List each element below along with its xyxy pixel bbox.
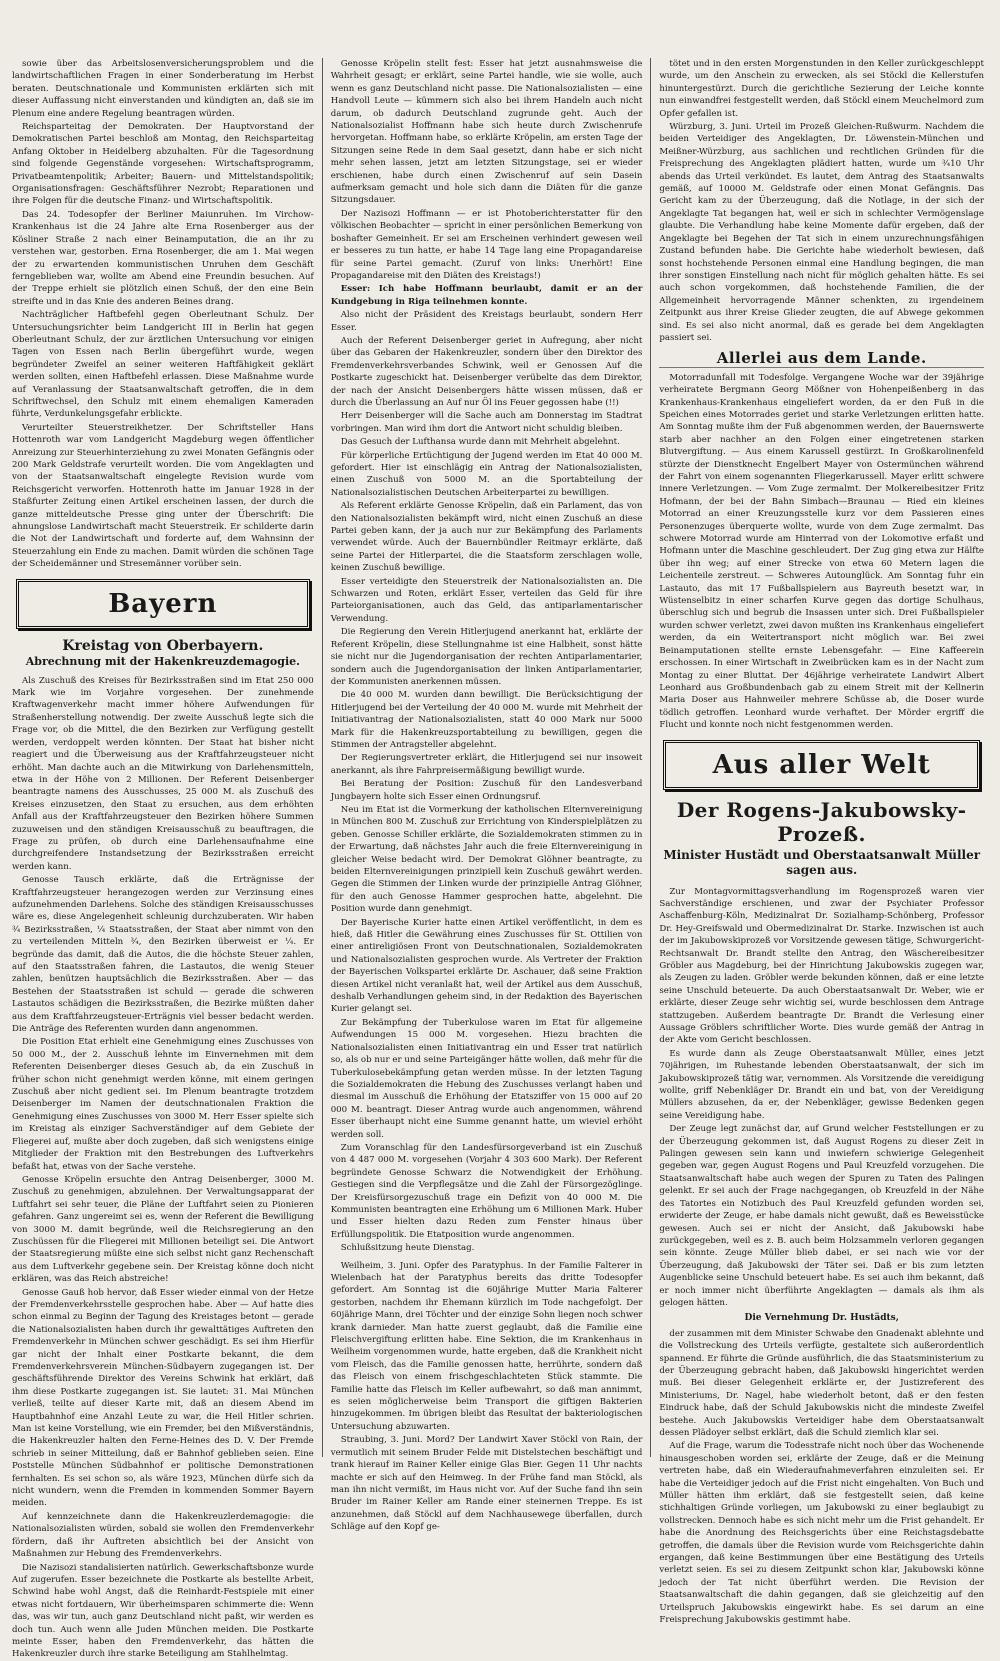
article-subtitle: Minister Hustädt und Oberstaatsanwalt Müller sagen aus.: [663, 847, 981, 877]
column-left: [4, 58, 323, 1660]
section-heading-bayern: Bayern: [16, 579, 310, 629]
article-paragraph: Der Zeuge legt zunächst dar, auf Grund welcher Feststellungen er zu der Überzeugung gekommen ist, daß August Rogens zu dieser Zeit in Palingen gewesen sein kann und inwiefern schwierige Gelegenheit gegeben war, gegen August Rogens und Paul Kreuzfeld vorzugehen. Die Staatsanwaltschaft habe auch wegen der Spuren zu Taten des Palingen gelenkt. Er sei auch der Frage nachgegangen, ob Kreuzfeld in der Nähe des Tatortes ein Notizbuch des Paul Kreuzfeld gefunden worden sei, erwiderte der Zeuge, er habe damals nicht gewußt, daß es Beweisstücke gewesen. Auch sei er nicht der Ansicht, daß Jakubowski habe zurückgegeben, weil es z. B. auch beim Holzsammeln verloren gegangen sein könnte. Zeuge Müller blieb dabei, er sei nach wie vor der Überzeugung, daß Jakubowski der Täter sei. Daß er bis zum letzten Augenblicke seine Unschuld beteuert habe. Es sei auch ihm bekannt, daß er noch immer nicht überführte Angeklagten — damals als ihm als gelogen hätten.: [659, 1124, 984, 1308]
section-heading-aus-aller-welt: Aus aller Welt: [663, 740, 980, 790]
article-paragraph: Weilheim, 3. Juni. Opfer des Paratyphus. In der Familie Falterer in Wielenbach hat der Paratyphus bereits das dritte Todesopfer gefordert. Am Sonntag ist die 60jährige Mutter Maria Falterer gestorben, nachdem ihr Ehemann kürzlich im Tode nachgefolgt. Der 60jährige Mann, drei Töchter und der einzige Sohn liegen noch schwer krank darnieder. Man hatte zuerst geglaubt, daß die Familie eine Fleischvergiftung erlitten habe. Eine Sektion, die im Krankenhaus in Weilheim vorgenommen wurde, hatte ergeben, daß die Krankheit nicht vom Fleisch, das die Familie genossen hatte, herrührte, sondern daß das Fleisch von einem frischgeschlachteten Stück stammte. Die Familie hatte das Fleisch im Keller aufbewahrt, so daß man annimmt, es seien möglicherweise beim Transport die giftigen Bakterien hinzugekommen. Im übrigen bleibt das Resultat der bakteriologischen Untersuchung abzuwarten.: [330, 1260, 643, 1432]
article-paragraph: Auf kennzeichnete dann die Hakenkreuzlerdemagogie: die Nationalsozialisten würden, sobald sie wollen den Fremdenverkehr fördern, daß ihr Auftreten absichtlich bei der Ansicht von Maßnahmen zur Hebung des Fremdenverkehrs.: [12, 1511, 314, 1560]
article-paragraph: Genosse Kröpelin ersuchte den Antrag Deisenberger, 3000 M. Zuschuß zu genehmigen, abzulehnen. Der Verwaltungsapparat der Luftfahrt sei sehr teuer, die Pläne der Luftfahrt seien zu Pionieren gefahren. Ganz ungereimt sei es, wenn der Referent die Bewilligung von 3000 M. damit begründe, weil die Reichsregierung an den Zuschüssen für die Fliegerei mit Millionen beteiligt sei. Die Antwort der Staatsregierung müßte eine sich selbst nicht ganz Rechenschaft aus dem Luftverkehr gegebene sein. Der Kreistag könne doch nicht erklären, was das Reich abstreiche!: [12, 1174, 314, 1285]
column-middle: [323, 58, 652, 1533]
article-paragraph: Die Nazisozi standalisierten natürlich. Gewerkschaftsbonze wurde Auf zugerufen. Esser bezeichnete die Postkarte als bestellte Arbeit, Schwind habe wohl Angst, daß die Reinhardt-Festspiele mit einer etwas nicht fortdauern, Wir überheimsparen schimmerte die: Wenn das, was wir tun, auch ganz Deutschland nicht paßt, wir werden es doch tun. Auch wenn alle Juden München meiden. Die Postkarte meinte Esser, haben den Fremdenverkehr, das hätten die Hakenkreuzler durch ihre starke Beteiligung am Stahlhelmtag.: [12, 1562, 314, 1660]
article-paragraph: Zur Montagvormittagsverhandlung im Rogensprozeß waren vier Sachverständige erschienen, und zwar der Psychiater Professor Aschaffenburg-Köln, Medizinalrat Dr. Sozialhamp-Schönberg, Professor Dr. Hey-Greifswald und Obermedizinalrat Dr. Starke. Inzwischen ist auch der im Jakubowskiprozeß vor Vorsitzende gewesen tätige, Schwurgericht-Rechtsanwalt Dr. Brandt stellte den Antrag, den Wäschereibesitzer Gröbler aus Magdeburg, bei der Hinrichtung Jakubowskis zugegen war, als Zeugen zu laden. Gröbler werde bekunden können, daß er eine letzte seine Unschuld beteuerte. Da auch Oberstaatsanwalt Dr. Weber, wie er erklärte, dieser Zeuge sehr wichtig sei, wurde beschlossen dem Antrage stattzugeben. Außerdem beantragte Dr. Brandt die Verlesung einer Aussage Gröblers schriftlicher Worte. Dies wurde gemäß der Antrag in der Akte vom Gericht beschlossen.: [659, 886, 984, 1046]
columns: [4, 58, 992, 1660]
article-paragraph: Es wurde dann als Zeuge Oberstaatsanwalt Müller, eines jetzt 70jährigen, im Ruhestande lebenden Oberstaatsanwalt, der sich im Jakubowskiprozeß tätig war, vernommen. Als Vorsitzende die vereidigung wollte, griff Nebenkläger Dr. Brandt ein und bat, von der Vereidigung Müllers abzusehen, da er, der Nebenkläger, gewisse Bedenken gegen seine Vereidigung habe.: [659, 1048, 984, 1121]
article-title: Kreistag von Oberbayern.: [62, 637, 264, 654]
article-paragraph: Das Gesuch der Lufthansa wurde dann mit Mehrheit abgelehnt.: [340, 437, 620, 448]
article-paragraph: Esser verteidigte den Steuerstreik der Nationalsozialisten an. Die Schwarzen und Roten, erklärt Esser, verteilen das Geld für ihre Parteiorganisationen, auch das Geld, das antiparlamentarischer Verwendung.: [330, 576, 643, 624]
section-heading-allerlei: Allerlei aus dem Lande.: [659, 352, 984, 367]
article-paragraph: Die Regierung den Verein Hitlerjugend anerkannt hat, erklärte der Referent Kröpelin, diese Stellungnahme ist eine Halbheit, sonst hätte sie nicht nur die Jugendorganisation der rechten Antiparlamentarier, sondern auch die Jugendorganisation der linken Antiparlamentarier, der Kommunisten anerkennen müssen.: [330, 627, 643, 687]
article-paragraph: Nachträglicher Haftbefehl gegen Oberleutnant Schulz. Der Untersuchungsrichter beim Landgericht III in Berlin hat gegen Oberleutnant Schulz, der zur ärztlichen Untersuchung vor einigen Tagen von Essen nach Berlin übergeführt wurde, wegen begründeter Zweifel an seiner weiteren Haftfähigkeit geklärt werden sollten, einen Haftbefehl erlassen. Diese Maßnahme wurde auf Veranlassung der Staatsanwaltschaft getroffen, die in dem Schriftwechsel, den Schulz mit einem ehemaligen Kameraden führte, Verdunkelungsgefahr erblickte.: [12, 310, 314, 420]
article-paragraph: Esser: Ich habe Hoffmann beurlaubt, damit er an der Kundgebung in Riga teilnehmen konnte.: [330, 284, 643, 307]
article-paragraph: Würzburg, 3. Juni. Urteil im Prozeß Gleichen-Rußwurm. Nachdem die beiden Verteidiger des Angeklagten, Dr. Löwenstein-München und Meißner-Würzburg, aus sachlichen und rechtlichen Gründen für die Freisprechung des Angeklagten plädiert hatten, wurde um ¾10 Uhr abends das Urteil verkündet. Es lautet, dem Antrag des Staatsanwalts gemäß, auf 10000 M. Geldstrafe oder einen Monat Gefängnis. Das Gericht kam zu der Überzeugung, daß die Notlage, in der sich der Angeklagte Tat begangen hat, weil er sich in schlechter Vermögenslage glaubte. Die Verhandlung habe keine Momente dafür ergeben, daß der Angeklagte bei Begehen der Tat sich in einem unzurechnungsfähigen Zustand befunden habe. Die Gerichte habe wiederholt bewiesen, daß sonst hochstehende Personen einmal eine Handlung begingen, die man ihrer sonstigen Einstellung nach nicht für möglich gehalten hätte. Es sei auch schon vorgekommen, daß hochstehende Familien, die der Allgemeinheit hervorragende Männer schenkten, zu irgendeinem Zeitpunkt aus ihrer Kreise Glieder zeugten, die auf Abwege gekommen sind. Es sei also nicht anormal, daß es gerade bei dem Angeklagten passiert sei.: [659, 122, 984, 343]
article-paragraph: Straubing, 3. Juni. Mord? Der Landwirt Xaver Stöckl von Rain, der vermutlich mit seinem Bruder Felde mit Distelstechen beschäftigt und trank hierauf im Rainer Keller einige Glas Bier. Gegen 11 Uhr nachts machte er sich auf den Heimweg. In der Frühe fand man Stöckl, als man ihn nicht vermißt, im Haus nicht vor. Auf der Suche fand ihn sein Bruder im Rainer Keller am Rande einer steinernen Treppe. Es ist anzunehmen, daß Stöckl auf dem Nachhausewege überfallen, durch Schläge auf den Kopf ge-: [330, 1435, 643, 1533]
article-paragraph: Als Zuschuß des Kreises für Bezirksstraßen sind im Etat 250 000 Mark wie im Vorjahre vorgesehen. Der zunehmende Kraftwagenverkehr macht immer höhere Aufwendungen für Straßenherstellung notwendig. Der zweite Ausschuß legte sich die Frage vor, ob die Mittel, die den Bezirken zur Verfügung gestellt werden, verdoppelt werden könnten. Der Staat hat bisher nicht reagiert und die Überweisung aus der Kraftfahrzeugsteuer nicht erhöht. Man dachte auch an die Mitwirkung von Darlehensmitteln, etwa in der Höhe von 2 Millionen. Der Referent Deisenberger beantragte namens des Ausschusses, 25 000 M. als Zuschuß des Kreises einzusetzen, den Staat zu ersuchen, aus dem erhöhten Anfall aus der Kraftfahrzeugsteuer den Bezirken höhere Summen zuzuweisen und den ständigen Kreisausschuß zu beauftragen, die Frage zu prüfen, ob durch eine Darlehensaufnahme eine durchgreifendere Instandsetzung der Bezirksstraßen erreicht werden kann.: [12, 675, 314, 872]
article-paragraph: sowie über das Arbeitslosenversicherungsproblem und die landwirtschaftlichen Fragen in einer Sonderberatung im Herbst beraten. Deutschnationale und Kommunisten erklärten sich mit dieser Auffassung nicht einverstanden und kündigten an, daß sie im Plenum eine andere Regelung beantragen würden.: [12, 59, 314, 119]
article-paragraph: Also nicht der Präsident des Kreistags beurlaubt, sondern Herr Esser.: [330, 310, 643, 333]
article-paragraph: Genosse Gauß hob hervor, daß Esser wieder einmal von der Hetze der Fremdenverkehrsstelle gesprochen habe. Aber — Auf hatte dies schon einmal zu Beginn der Tagung des Kreistages betont — gerade die Nationalsozialisten haben durch ihr gewalttätiges Auftreten den Fremdenverkehr in München schwer geschädigt. Es sei ihm Hierfür gar nicht der Inhalt einer Postkarte bekannt, die dem Fremdenverkehrsverein München-Südbayern zugegangen ist. Der geschäftsführende Direktor des Vereins Schwink hat erklärt, daß ihm diese Postkarte zugegangen ist. Sie lautet: 31. Mai München verließ, teilte auf dieser Karte mit, daß an diesem Abend im Hauptbahnhof eine Anzahl Leute zu war, die Heil Hitler schrien. Man ist keine Vorstellung, wie ein Fremder, bei den Mißverständnis, die Hakenkreuzler halten den Ferne-Heines des D. V. Der Fremde schrieb in seiner Mitteilung, daß er Bahnhof geblieben seien. Eine Poststelle München Südbahnhof er politische Demonstrationen fernhalten. Es sei schon so, als wäre 1923, München dürfe sich da nicht wundern, wenn die Fremden in kommenden Sommer Bayern meiden.: [12, 1287, 314, 1509]
article-paragraph: Zur Bekämpfung der Tuberkulose waren im Etat für allgemeine Aufwendungen 15 000 M. vorgesehen. Hiezu brachten die Nationalsozialisten einen Initiativantrag ein und Esser trat natürlich so, als ob nur er und seine Parteigänger hätte wollen, daß mehr für die Tuberkulosebekämpfung getan werden müsse. In der letzten Tagung die Sozialdemokraten die Hebung des Zuschusses verlangt haben und diesmal im Ausschuß die Erhöhung der Etatsziffer von 15 000 auf 20 000 M. beantragt. Dieser Antrag wurde auch angenommen, während Esser überhaupt nicht eine Summe genannt hatte, um wieviel erhöht werden soll.: [330, 1017, 643, 1140]
article-paragraph: Als Referent erklärte Genosse Kröpelin, daß ein Parlament, das von den Nationalsozialisten bekämpft wird, nicht einen Zuschuß an diese Partei geben kann, der ja auch nur zur Bekämpfung des Parlaments verwendet würde. Auch der Bauernbündler Reitmayr erklärte, daß seine Partei der Hitlerpartei, die die Staatsform zerschlagen wolle, keinen Zuschuß bewillige.: [330, 501, 643, 574]
article-paragraph: Das 24. Todesopfer der Berliner Maiunruhen. Im Virchow-Krankenhaus ist die 24 Jahre alte Erna Rosenberger aus der Kösliner Straße 2 nach einer Beinamputation, die an ihr zu verstehen war, gestorben. Erna Rosenberger, die am 1. Mai wegen der zu erwartenden kommunistischen Unruhen dem Geschäft ferngeblieben war, wollte am Abend eine Freundin besuchen. Auf der Treppe erhielt sie plötzlich einen Schuß, der den eine Bein streifte und in das Knie des anderen Beines drang.: [12, 209, 314, 307]
article-paragraph: Für körperliche Ertüchtigung der Jugend werden im Etat 40 000 M. gefordert. Hier ist einschlägig ein Antrag der Nationalsozialisten, einen Zuschuß von 5000 M. an die Sportabteilung der Nationalsozialistischen Deutschen Arbeiterpartei zu bewilligen.: [330, 450, 643, 498]
article-paragraph: Zum Voranschlag für den Landesfürsorgeverband ist ein Zuschuß von 4 487 000 M. vorgesehen (Vorjahr 4 303 600 Mark). Der Referent begründete Genosse Schwarz die Notwendigkeit der Erhöhung. Gestiegen sind die Verpflegsätze und die Zahl der Fürsorgezöglinge. Der Kreisfürsorgezuschuß trage ein Defizit von 40 000 M. Die Kommunisten beantragten eine Erhöhung um 6 Millionen Mark. Huber und Esser hielten dazu Reden zum Fenster hinaus über Erfüllungspolitik. Die Etatposition wurde angenommen.: [330, 1142, 643, 1240]
article-title: Der Rogens-Jakubowsky-Prozeß.: [676, 797, 967, 846]
column-right: [651, 58, 992, 1626]
article-paragraph: Reichsparteitag der Demokraten. Der Hauptvorstand der Demokratischen Partei beschloß am Montag, den Reichsparteitag Anfang Oktober in Heidelberg abzuhalten. Für die Tagesordnung sind folgende Gegenstände vorgesehen: Wirtschaftsprogramm, Privatbeamtenpolitik; Arbeiter; Bauern- und Mittelstandspolitik; Organisationsfragen: Geschäftsführer Nezrobt; Reparationen und ihre Folgen für die deutsche Finanz- und Wirtschaftspolitik.: [12, 122, 314, 207]
article-paragraph: Motorradunfall mit Todesfolge. Vergangene Woche war der 39jährige verheiratete Bergmann Georg Mößner von Hohenpeißenberg in das Krankenhaus-Krankenhaus eingeliefert worden, da er den Fuß in die Speichen eines Motorrades geriet und starke Verletzungen erlitten hatte. Am Sonntag mußte ihm der Fuß abgenommen werden, der Bauernswerte starb aber nachher an den Folgen einer eingetretenen starken Blutvergiftung. — Aus einem Karussell gestürzt. In Großkarolinenfeld stürzte der Dienstknecht Engelbert Mayer von Ostermünchen während der Fahrt von einem sogenannten Fliegerkarussell. Mayer erlitt schwere innere Verletzungen. — Vom Zuge zermalmt. Der Molkereibesitzer Fritz Hofmann, der bei der Bahn Simbach—Braunau — Ried ein kleines Motorrad an einer Kreuzungsstelle kurz vor dem Passieren eines Personenzuges überquerte wollte, wurde von dem Zuge zermalmt. Das schwere Motorrad wurde am Hinterrad von der Lokomotive erfaßt und Hofmann unter die Maschine geschleudert. Der Zug ging etwa zur Hälfte über ihn weg; auf einer Strecke von etwa 60 Metern lagen die Leichenteile zerstreut. — Schweres Autounglück. Am Sonntag fuhr ein Lastauto, das mit 17 Fußballspielern aus Bayreuth besetzt war, in Wüstenselbitz in einer scharfen Kurve gegen das dortige Schulhaus, überschlug sich und begrub die Insassen unter sich. Drei Fußballspieler wurden schwer verletzt, zwei davon mußten ins Krankenhaus eingeliefert werden, da ein Weitertransport nicht möglich war. Bei zwei Beinamputationen stellte ernste Lebensgefahr. — Eine Kaffeerein erschossen. In einer Wirtschaft in Zweibrücken kam es in der Nacht zum Montag zu einer Bluttat. Der 46jährige verheiratete Landwirt Albert Leonhard aus Großbundenbach gab zu einem Streit mit der Kellnerin Maria Doser aus Hahnweiler mehrere Schüsse ab, die Doser wurde tödlich getroffen. Leonhard wurde verhaftet. Der Mörder ergriff die Flucht und konnte noch nicht festgenommen werden.: [659, 372, 984, 731]
article-paragraph: Auch der Referent Deisenberger geriet in Aufregung, aber nicht über das Gebaren der Hakenkreuzler, sondern über den Direktor des Fremdenverkehrsverbandes Schwink, weil er Genossen Auf die Postkarte zugeschickt hat. Deisenberger verübelte das dem Direktor, der nach der Ansicht Deisenbergers hätte wissen müssen, daß er durch die Überlassung an Auf nur Öl ins Feuer gegossen habe (!!): [330, 335, 643, 408]
article-paragraph: Genosse Tausch erklärte, daß die Erträgnisse der Kraftfahrzeugsteuer herangezogen werden zur Verzinsung eines aufzunehmenden Darlehens. Solche des ständigen Kreisausschusses wäre es, diese Angelegenheit schleunig durchzuberaten. Wir haben ¾ Bezirksstraßen, ¼ Staatsstraßen, der Staat aber nimmt von den zu verteilenden Mitteln ¾, den Bezirken überweist er ¼. Er begründe das damit, daß die Autos, die die höchste Steuer zahlen, auf den Staatsstraßen fahren, die Lastautos, die wenig Steuer zahlen, benützen hauptsächlich die Bezirksstraßen. Aber — das Bestehen der Staatsstraßen ist schuld — gerade die schweren Lastautos schädigen die Bezirksstraßen, die Bezirke müßten daher aus dem Kraftfahrzeugsteuer-Erträgnis viel besser bedacht werden. Die Anträge des Referenten wurden dann angenommen.: [12, 875, 314, 1035]
article-subtitle: Abrechnung mit der Hakenkreuzdemagogie.: [25, 654, 300, 668]
article-paragraph: Schlußsitzung heute Dienstag.: [340, 1243, 475, 1254]
article-paragraph: Auf die Frage, warum die Todesstrafe nicht noch über das Wochenende hinausgeschoben worden sei, erklärte der Zeuge, daß er die Meinung vertreten habe, daß ein Wiederaufnahmeverfahren einzuleiten sei. Er habe die Verteidiger jedoch auf die Frist nicht eingehalten. Von Buch und Müller hätten ihm erklärt, daß sie festgestellt seien, daß keine stichhaltigen Gründe vorliegen, um Jakubowski zu einer beglaubigt zu vollstrecken. Dennoch habe es sich nicht mehr um die Frist gehandelt. Er habe die Anordnung des Reichsgerichts über eine Reichstagsdebatte getroffen, die damals über die Revision wurde vom Reichsgerichte dahin ergangen, daß keine Bestimmungen über eine Bestätigung des Urteils verletzt seien. Es sei zu diesem Zeitpunkt schon klar, Jakubowski könne jedoch der Tat nicht überführt werden. Die Revision der Staatsanwaltschaft die dahin gegangen, daß sie gleichzeitig auf den Urteilspruch Jakubowskis eingewirkt habe. Es sei darum an eine Freisprechung Jakubowskis gestimmt habe.: [659, 1441, 984, 1626]
article-paragraph: der zusammen mit dem Minister Schwabe den Gnadenakt ablehnte und die Vollstreckung des Urteils verfügte, gestaltete sich außerordentlich spannend. Er führte die Gründe ausführlich, die das Staatsministerium zu der Überzeugung gebracht haben, daß Jakubowski hingerichtet werden muß. Bei dieser Gelegenheit erklärte er, der Justizreferent des Ministeriums, Dr. Nagel, habe wiederholt betont, daß er den festen Eindruck habe, daß der Schuld Jakubowskis nicht die mindeste Zweifel bestehe. Auch Jakubowskis Verteidiger habe dem Oberstaatsanwalt dessen Plädoyer selbst erklärt, daß die Schuld ziemlich klar sei.: [659, 1328, 984, 1438]
article-paragraph: tötet und in den ersten Morgenstunden in den Keller zurückgeschleppt wurde, um den Anschein zu erwecken, als sei Stöckl die Kellerstufen hinuntergestürzt. Durch die gerichtliche Sezierung der Leiche konnte nun einwandfrei festgestellt werden, daß Stöckl einem Meuchelmord zum Opfer gefallen ist.: [659, 59, 984, 119]
article-paragraph: Die Position Etat erhielt eine Genehmigung eines Zuschusses von 50 000 M., der 2. Ausschuß lehnte im Einvernehmen mit dem Referenten Deisenberger dieses Gesuch ab, da ein Zuschuß in früher schon nicht genehmigt werden könne, mit einem geringen Zuschuß aber nicht gedient sei. Im Plenum beantragte trotzdem Deisenberger im Namen der deutschnationalen Fraktion die Genehmigung eines Zuschusses von 3000 M. Herr Esser spielte sich im Kreistag als einziger Sachverständiger auf dem Gebiete der Fliegerei auf, mußte aber doch zugeben, daß sich wenigstens einige Mitglieder der Fraktion mit den Bestrebungen des Luftverkehrs befaßt hat, etwas von der Sache verstehe.: [12, 1037, 314, 1172]
article-paragraph: Der Nazisozi Hoffmann — er ist Photoberichterstatter für den völkischen Beobachter — spricht in einer persönlichen Bemerkung von boshafter Gemeinheit. Er sei am Erscheinen verhindert gewesen weil er besseres zu tun hatte, er habe 14 Tage lang eine Propagandareise für seine Partei gemacht. (Zuruf von links: Unerhört! Eine Propagandareise mit den Diäten des Kreistags!): [330, 208, 643, 281]
article-paragraph: Der Regierungsvertreter erklärt, die Hitlerjugend sei nur insoweit anerkannt, als ihre Fahrpreisermäßigung bewilligt wurde.: [330, 753, 643, 776]
article-paragraph: Neu im Etat ist die Vormerkung der katholischen Elternvereinigung in München 800 M. Zuschuß zur Errichtung von Kinderspielplätzen zu geben. Genosse Schiller erklärte, die Sozialdemokraten stimmen zu in der Erwartung, daß nächstes Jahr auch die freie Elternvereinigung in gleicher Weise bedacht wird. Der Demokrat Glöhner beantragte, zu beiden Elternvereinigungen prinzipiell kein Zuschuß gewährt werden. Gegen die Stimmen der Linken wurde der prinzipielle Antrag Glöhner, für den auch Genosse Hammer gesprochen hatte, abgelehnt. Die Position wurde dann genehmigt.: [330, 804, 643, 915]
article-paragraph: Genosse Kröpelin stellt fest: Esser hat jetzt ausnahmsweise die Wahrheit gesagt; er erklärt, seine Partei handle, wie sie wolle, auch wenn es ganz Deutschland nicht passe. Die Nationalsozialisten — eine Handvoll Leute — kümmern sich also bei ihrem Handeln auch nicht darum, ob dadurch Deutschland zugrunde geht. Auch der Nationalsozialist Hoffmann habe sich heute durch Zwischenrufe hervorgetan. Hoffmann habe, so erklärte Kröpelin, am ersten Tage der Sitzungen seine Rede in dem Saal gesetzt, dann habe er sich nicht mehr sehen lassen, jetzt am letzten Sitzungstage, sei er wieder erschienen, habe durch einen Zwischenruf auf sein Dasein aufmerksam gemacht und hole sich dann die Diäten für die ganze Sitzungsdauer.: [330, 59, 643, 206]
article-paragraph: Bei Beratung der Position: Zuschuß für den Landesverband Jungbayern holte sich Esser einen Ordnungsruf.: [330, 779, 643, 802]
article-paragraph: Verurteilter Steuerstreikhetzer. Der Schriftsteller Hans Hottenroth war vom Landgericht Magdeburg wegen öffentlicher Anreizung zur Steuerhinterziehung zu zwei Monaten Gefängnis oder 200 Mark Geldstrafe verurteilt worden. Die vom Angeklagten und von der Staatsanwaltschaft eingelegte Revision wurde vom Reichsgericht verworfen. Hottenroth hatte im Januar 1928 in der Staßfurter Zeitung einen Artikel erscheinen lassen, der durch die ganze mitteldeutsche Presse ging unter der Überschrift: Die ahnungslose Landwirtschaft macht Steuerstreik. Er schilderte darin die Not der Landwirtschaft und forderte auf, dem Wahnsinn der Steuerzahlung ein Ende zu machen. Damit würden die schönen Tage der Scheidemänner und Stresemänner vorüber sein.: [12, 422, 314, 570]
article-paragraph: Die 40 000 M. wurden dann bewilligt. Die Berücksichtigung der Hitlerjugend bei der Verteilung der 40 000 M. wurde mit Mehrheit der Initiativantrag der Nationalsozialisten, statt 40 000 Mark nur 5000 Mark für die Hakenkreuzsportabteilung zu bewilligen, gegen die Stimmen der Antragsteller abgelehnt.: [330, 690, 643, 750]
article-paragraph: Der Bayerische Kurier hatte einen Artikel veröffentlicht, in dem es hieß, daß Hitler die Gewährung eines Zuschusses für St. Ottilien von einer antireligiösen Front von Deutschnationalen, Sozialdemokraten und Nationalsozialisten gesprochen wurde. Als Vertreter der Fraktion der Bayerischen Volkspartei erklärte Dr. Aschauer, daß seine Fraktion diesen Artikel nicht veranlaßt hat, weil der Artikel aus dem Ausschuß, deshalb Verhandlungen geheim sind, in der Redaktion des Bayerischen Kurier gelangt sei.: [330, 917, 643, 1015]
article-paragraph: Herr Deisenberger will die Sache auch am Donnerstag im Stadtrat vorbringen. Man wird ihm dort die Antwort nicht schuldig bleiben.: [330, 411, 643, 434]
subheading: Die Vernehmung Dr. Hustädts,: [744, 1313, 899, 1324]
